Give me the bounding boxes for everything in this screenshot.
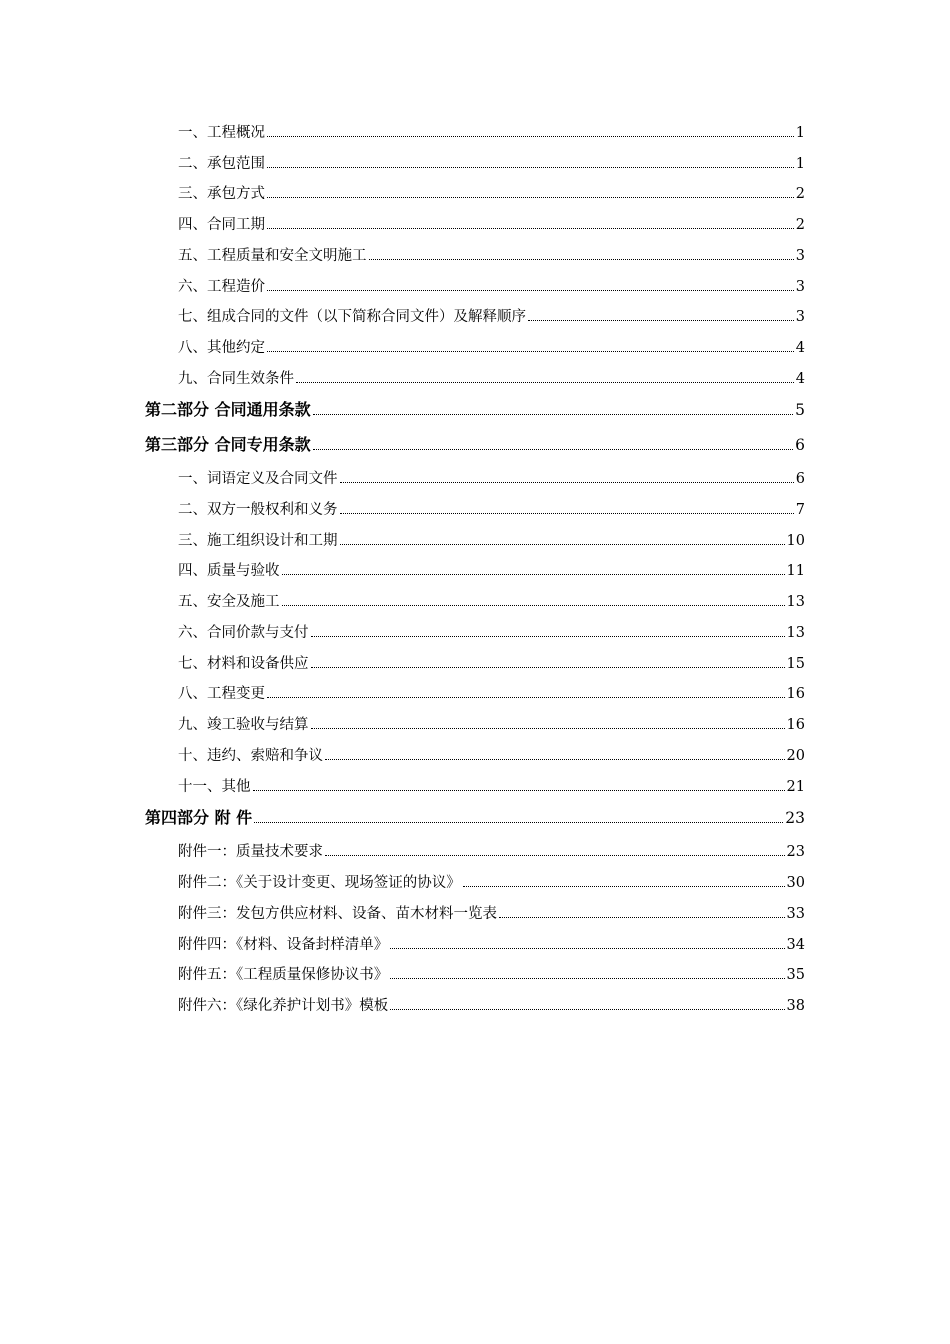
toc-entry-title: 十、违约、索赔和争议 [178,747,323,764]
dot-leader [369,259,794,260]
toc-page-number: 5 [795,400,805,419]
dot-leader [253,790,785,791]
toc-page-number: 4 [795,370,805,387]
toc-page-number: 34 [786,936,805,953]
dot-leader [340,513,794,514]
toc-entry[interactable] [178,610,805,640]
dot-leader [313,449,794,450]
dot-leader [463,886,785,887]
toc-entry[interactable] [178,548,805,578]
toc-page-number: 16 [786,716,805,733]
dot-leader [267,697,785,698]
toc-page-number: 4 [795,339,805,356]
toc-part-heading[interactable] [145,796,805,826]
toc-entry[interactable] [178,325,805,355]
dot-leader [313,414,794,415]
toc-entry-title: 附件六：《绿化养护计划书》模板 [178,997,389,1014]
toc-entry-title: 八、工程变更 [178,685,265,702]
toc-page-number: 13 [786,593,805,610]
dot-leader [267,136,794,137]
toc-page-number: 21 [786,778,805,795]
toc-entry[interactable] [178,579,805,609]
toc-part-heading[interactable] [145,423,805,453]
toc-entry-title: 第四部分 附 件 [145,808,253,827]
toc-entry-title: 五、安全及施工 [178,593,280,610]
toc-entry-title: 七、材料和设备供应 [178,655,309,672]
toc-entry[interactable] [178,641,805,671]
toc-page-number: 3 [795,247,805,264]
dot-leader [311,636,785,637]
toc-entry-title: 二、承包范围 [178,155,265,172]
toc-entry[interactable] [178,487,805,517]
toc-entry-title: 附件二：《关于设计变更、现场签证的协议》 [178,874,461,891]
toc-entry-title: 四、质量与验收 [178,562,280,579]
toc-entry[interactable] [178,922,805,952]
dot-leader [325,759,785,760]
toc-page-number: 6 [795,470,805,487]
toc-page-number: 1 [795,155,805,172]
toc-page-number: 13 [786,624,805,641]
dot-leader [499,917,785,918]
dot-leader [340,544,785,545]
dot-leader [311,667,785,668]
dot-leader [282,605,785,606]
toc-entry-title: 九、合同生效条件 [178,370,294,387]
toc-entry-title: 附件三：发包方供应材料、设备、苗木材料一览表 [178,905,497,922]
dot-leader [267,351,794,352]
toc-entry-title: 八、其他约定 [178,339,265,356]
toc-page-number: 6 [795,435,805,454]
toc-entry-title: 一、词语定义及合同文件 [178,470,338,487]
toc-page-number: 1 [795,124,805,141]
toc-entry-title: 第二部分 合同通用条款 [145,400,311,419]
toc-entry[interactable] [178,671,805,701]
dot-leader [390,1009,784,1010]
dot-leader [267,167,794,168]
toc-entry[interactable] [178,233,805,263]
toc-entry[interactable] [178,110,805,140]
toc-page-number: 20 [786,747,805,764]
toc-page-number: 30 [786,874,805,891]
toc-entry[interactable] [178,202,805,232]
toc-page-number: 2 [795,216,805,233]
dot-leader [267,228,794,229]
toc-entry-title: 七、组成合同的文件（以下简称合同文件）及解释顺序 [178,308,526,325]
dot-leader [340,482,794,483]
dot-leader [311,728,785,729]
toc-page-number: 3 [795,278,805,295]
toc-entry-title: 二、双方一般权利和义务 [178,501,338,518]
toc-entry[interactable] [178,952,805,982]
toc-entry[interactable] [178,356,805,386]
toc-page-number: 7 [795,501,805,518]
toc-page-number: 16 [786,685,805,702]
toc-entry[interactable] [178,264,805,294]
dot-leader [267,290,794,291]
toc-entry[interactable] [178,294,805,324]
toc-entry-title: 六、工程造价 [178,278,265,295]
toc-entry[interactable] [178,891,805,921]
dot-leader [267,197,794,198]
toc-page-number: 11 [786,562,805,579]
toc-page-number: 33 [786,905,805,922]
toc-entry[interactable] [178,141,805,171]
toc-entry-title: 四、合同工期 [178,216,265,233]
toc-entry[interactable] [178,829,805,859]
toc-page-number: 15 [786,655,805,672]
toc-entry-title: 附件五：《工程质量保修协议书》 [178,966,389,983]
toc-entry-title: 附件四：《材料、设备封样清单》 [178,936,389,953]
toc-entry-title: 六、合同价款与支付 [178,624,309,641]
toc-page-number: 23 [785,808,805,827]
toc-part-heading[interactable] [145,388,805,418]
toc-entry-title: 第三部分 合同专用条款 [145,435,311,454]
toc-entry[interactable] [178,983,805,1013]
toc-entry-title: 附件一：质量技术要求 [178,843,323,860]
toc-entry-title: 十一、其他 [178,778,251,795]
toc-entry-title: 九、竣工验收与结算 [178,716,309,733]
dot-leader [528,320,794,321]
toc-page-number: 23 [786,843,805,860]
toc-entry[interactable] [178,171,805,201]
dot-leader [296,382,794,383]
toc-entry-title: 一、工程概况 [178,124,265,141]
toc-page-number: 35 [786,966,805,983]
dot-leader [390,978,784,979]
toc-entry-title: 三、承包方式 [178,185,265,202]
toc-entry[interactable] [178,860,805,890]
dot-leader [390,948,784,949]
toc-page-number: 2 [795,185,805,202]
toc-page-number: 38 [786,997,805,1014]
toc-page-number: 10 [786,532,805,549]
toc-entry[interactable] [178,733,805,763]
toc-entry[interactable] [178,702,805,732]
toc-entry-title: 三、施工组织设计和工期 [178,532,338,549]
toc-entry[interactable] [178,518,805,548]
dot-leader [325,855,785,856]
toc-entry[interactable] [178,456,805,486]
toc-entry-title: 五、工程质量和安全文明施工 [178,247,367,264]
toc-entry[interactable] [178,764,805,794]
toc-page-number: 3 [795,308,805,325]
dot-leader [282,574,785,575]
dot-leader [254,822,783,823]
